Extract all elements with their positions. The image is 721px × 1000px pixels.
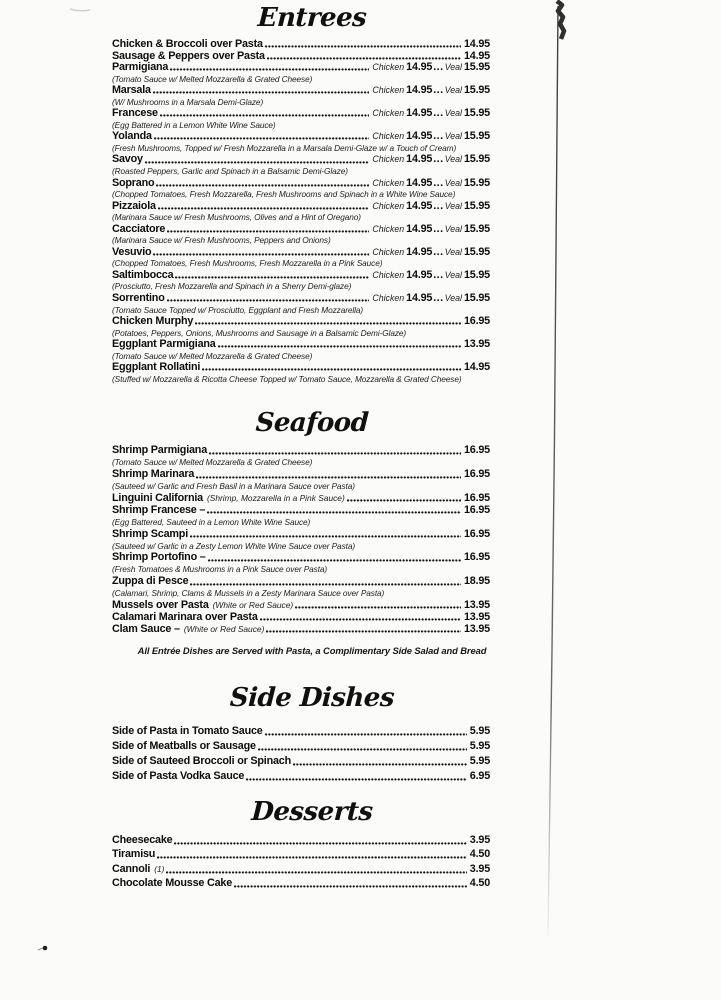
- item-name: Side of Pasta Vodka Sauce: [112, 769, 245, 782]
- section-items: [85, 445, 495, 635]
- item-description: (Sauteed w/ Garlic and Fresh Basil in a Marinara Sauce over Pasta): [112, 481, 355, 492]
- dotted-leader: [195, 322, 461, 325]
- item-description: (Egg Battered, Sauteed in a Lemon White Wine Sauce): [112, 516, 311, 527]
- menu-section-desserts: [85, 796, 495, 891]
- price-label: Veal: [444, 223, 462, 234]
- menu-item-row: [112, 108, 490, 120]
- item-price: 14.95: [406, 199, 433, 212]
- menu-item-row: [112, 85, 490, 97]
- scan-speck: [43, 946, 48, 951]
- menu: [85, 0, 495, 891]
- dotted-leader: [246, 778, 467, 781]
- menu-item-row: [112, 612, 490, 624]
- item-price: 14.95: [463, 49, 490, 62]
- dotted-leader: [196, 476, 461, 479]
- menu-item-row: [112, 769, 490, 784]
- item-name: Calamari Marinara over Pasta: [112, 610, 258, 623]
- menu-item-row: [112, 270, 490, 282]
- item-price: 14.95: [406, 292, 433, 305]
- price-label: Chicken: [372, 246, 405, 257]
- menu-item-row: [112, 445, 490, 457]
- dotted-leader: [153, 253, 369, 256]
- item-name: Soprano: [112, 176, 155, 189]
- dotted-leader: [175, 276, 369, 279]
- item-description: (W/ Mushrooms in a Marsala Demi-Glaze): [112, 96, 264, 107]
- page-edge-line: [548, 6, 558, 936]
- price-label: Chicken: [372, 269, 405, 280]
- item-name: Francese: [112, 107, 158, 120]
- menu-item-row: [112, 316, 490, 328]
- item-price: 5.95: [469, 754, 490, 767]
- item-name: Sausage & Peppers over Pasta: [112, 49, 265, 62]
- section-items: [85, 39, 495, 385]
- item-price: 15.95: [463, 176, 490, 189]
- dotted-leader: [170, 68, 369, 71]
- item-price: 18.95: [463, 575, 490, 588]
- item-price: 16.95: [463, 527, 490, 540]
- item-price: 15.95: [463, 107, 490, 120]
- item-price: 14.95: [463, 361, 490, 374]
- item-description: (Fresh Mushrooms, Topped w/ Fresh Mozzarella in a Marsala Demi-Glaze w/ a Touch of Cream): [112, 142, 457, 153]
- item-name: Shrimp Francese –: [112, 503, 206, 516]
- item-description: (Chopped Tomatoes, Fresh Mushrooms, Fresh Mozzarella in a Pink Sauce): [112, 258, 383, 269]
- item-description: (Chopped Tomatoes, Fresh Mozzarella, Fresh Mushrooms and Spinach in a White Wine Sauce): [112, 189, 456, 200]
- menu-section-entrees: [85, 2, 495, 385]
- menu-item-row: [112, 847, 490, 862]
- menu-item-row: [112, 576, 490, 588]
- item-price: 15.95: [463, 199, 490, 212]
- dotted-leader: [145, 161, 370, 164]
- item-description: (Marinara Sauce w/ Fresh Mushrooms, Olives and a Hint of Oregano): [112, 212, 361, 223]
- item-price: 15.95: [463, 84, 490, 97]
- price-label: Veal: [444, 131, 462, 142]
- item-qualifier: (1): [154, 863, 165, 874]
- item-price: 16.95: [463, 444, 490, 457]
- item-description: (Roasted Peppers, Garlic and Spinach in a Balsamic Demi-Glaze): [112, 166, 348, 177]
- item-description: (Tomato Sauce w/ Melted Mozzarella & Grated Cheese): [112, 350, 313, 361]
- item-name: Vesuvio: [112, 245, 152, 258]
- item-price: 15.95: [463, 153, 490, 166]
- price-separator: ...: [433, 199, 444, 212]
- price-label: Chicken: [372, 131, 405, 142]
- item-name: Cannoli: [112, 862, 151, 875]
- item-price: 13.95: [463, 610, 490, 623]
- menu-item-row: [112, 362, 490, 374]
- item-name: Shrimp Scampi: [112, 527, 188, 540]
- menu-item-row: [112, 862, 490, 877]
- item-price: 14.95: [406, 245, 433, 258]
- item-name: Tiramisu: [112, 848, 156, 861]
- section-title: Desserts: [250, 796, 374, 827]
- item-price: 15.95: [463, 61, 490, 74]
- item-name: Marsala: [112, 84, 151, 97]
- item-name: Shrimp Marinara: [112, 468, 195, 481]
- section-title: Entrees: [256, 3, 368, 33]
- item-name: Yolanda: [112, 130, 152, 143]
- price-separator: ...: [433, 153, 444, 166]
- item-name: Saltimbocca: [112, 268, 174, 281]
- section-items: [85, 833, 495, 891]
- menu-section-side-dishes: [85, 682, 495, 784]
- price-label: Chicken: [372, 108, 405, 119]
- item-name: Eggplant Rollatini: [112, 361, 201, 374]
- dotted-leader: [190, 535, 461, 538]
- dotted-leader: [234, 885, 467, 888]
- item-name: Cheesecake: [112, 833, 173, 846]
- dotted-leader: [158, 207, 370, 210]
- page-edge-blob: [557, 1, 564, 39]
- dotted-leader: [208, 559, 461, 562]
- price-label: Veal: [444, 293, 462, 304]
- dotted-leader: [295, 606, 461, 609]
- item-price: 13.95: [463, 622, 490, 635]
- dotted-leader: [202, 368, 461, 371]
- price-label: Veal: [444, 200, 462, 211]
- menu-item-row: [112, 469, 490, 481]
- dotted-leader: [293, 763, 467, 766]
- dotted-leader: [265, 733, 467, 736]
- item-description: (Egg Battered in a Lemon White Wine Sauce): [112, 119, 276, 130]
- menu-item-row: [112, 876, 490, 891]
- item-price: 14.95: [406, 84, 433, 97]
- menu-item-row: [112, 552, 490, 564]
- price-label: Veal: [444, 246, 462, 257]
- dotted-leader: [190, 583, 461, 586]
- item-price: 16.95: [463, 315, 490, 328]
- item-price: 13.95: [463, 338, 490, 351]
- item-price: 15.95: [463, 245, 490, 258]
- item-name: Shrimp Parmigiana: [112, 444, 208, 457]
- menu-item-row: [112, 154, 490, 166]
- menu-item-row: [112, 624, 490, 636]
- dotted-leader: [258, 748, 467, 751]
- price-label: Veal: [444, 154, 462, 165]
- menu-item-row: [112, 724, 490, 739]
- item-price: 4.50: [469, 848, 490, 861]
- item-name: Sorrentino: [112, 292, 165, 305]
- item-name: Shrimp Portofino –: [112, 551, 206, 564]
- price-separator: ...: [433, 107, 444, 120]
- menu-item-row: [112, 529, 490, 541]
- item-description: (Sauteed w/ Garlic in a Zesty Lemon White Wine Sauce over Pasta): [112, 540, 356, 551]
- item-description: (Tomato Sauce w/ Melted Mozzarella & Grated Cheese): [112, 73, 313, 84]
- price-separator: ...: [433, 61, 444, 74]
- item-price: 14.95: [406, 130, 433, 143]
- item-price: 14.95: [406, 222, 433, 235]
- item-qualifier: (White or Red Sauce): [212, 599, 294, 610]
- item-price: 15.95: [463, 292, 490, 305]
- dotted-leader: [347, 499, 461, 502]
- item-qualifier: (Shrimp, Mozzarella in a Pink Sauce): [206, 492, 345, 503]
- item-name: Chicken & Broccoli over Pasta: [112, 38, 263, 50]
- scan-speck-tail: [38, 948, 43, 950]
- item-name: Parmigiana: [112, 61, 169, 74]
- menu-item-row: [112, 62, 490, 74]
- dotted-leader: [209, 452, 461, 455]
- item-name: Side of Meatballs or Sausage: [112, 739, 256, 752]
- menu-item-row: [112, 754, 490, 769]
- item-price: 14.95: [406, 153, 433, 166]
- item-price: 14.95: [406, 107, 433, 120]
- item-price: 3.95: [469, 833, 490, 846]
- item-price: 16.95: [463, 468, 490, 481]
- price-separator: ...: [433, 84, 444, 97]
- menu-note: All Entrée Dishes are Served with Pasta, a Complimentary Side Salad and Bread: [137, 644, 487, 656]
- item-price: 14.95: [463, 38, 490, 50]
- menu-item-row: [112, 739, 490, 754]
- item-price: 14.95: [406, 176, 433, 189]
- item-name: Eggplant Parmigiana: [112, 338, 216, 351]
- menu-item-row: [112, 39, 490, 51]
- item-description: (Tomato Sauce w/ Melted Mozzarella & Grated Cheese): [112, 457, 313, 468]
- menu-section-seafood: [85, 407, 495, 655]
- item-price: 16.95: [463, 503, 490, 516]
- price-label: Chicken: [372, 223, 405, 234]
- item-name: Chocolate Mousse Cake: [112, 877, 233, 890]
- menu-item-row: [112, 224, 490, 236]
- item-price: 3.95: [469, 862, 490, 875]
- item-name: Zuppa di Pesce: [112, 575, 189, 588]
- dotted-leader: [218, 345, 461, 348]
- menu-item-row: [112, 339, 490, 351]
- menu-item-row: [112, 178, 490, 190]
- item-price: 14.95: [406, 268, 433, 281]
- item-description: (Tomato Sauce Topped w/ Prosciutto, Eggplant and Fresh Mozzarella): [112, 304, 364, 315]
- dotted-leader: [266, 630, 461, 633]
- price-separator: ...: [433, 176, 444, 189]
- item-qualifier: (White or Red Sauce): [183, 623, 265, 634]
- price-label: Chicken: [372, 85, 405, 96]
- item-description: (Marinara Sauce w/ Fresh Mushrooms, Peppers and Onions): [112, 235, 331, 246]
- item-price: 15.95: [463, 222, 490, 235]
- dotted-leader: [156, 184, 369, 187]
- price-label: Veal: [444, 269, 462, 280]
- price-label: Veal: [444, 85, 462, 96]
- price-separator: ...: [433, 268, 444, 281]
- item-description: (Potatoes, Peppers, Onions, Mushrooms and Sausage in a Balsamic Demi-Glaze): [112, 327, 407, 338]
- item-name: Side of Sauteed Broccoli or Spinach: [112, 754, 291, 767]
- section-items: [85, 724, 495, 784]
- dotted-leader: [207, 511, 461, 514]
- price-separator: ...: [433, 292, 444, 305]
- price-label: Chicken: [372, 293, 405, 304]
- item-price: 4.50: [469, 877, 490, 890]
- item-price: 15.95: [463, 268, 490, 281]
- menu-item-row: [112, 833, 490, 848]
- price-label: Chicken: [372, 200, 405, 211]
- section-title: Seafood: [254, 408, 370, 439]
- dotted-leader: [157, 856, 467, 859]
- item-price: 16.95: [463, 491, 490, 504]
- item-name: Linguini California: [112, 491, 203, 504]
- dotted-leader: [166, 871, 466, 874]
- item-description: (Prosciutto, Fresh Mozzarella and Spinach in a Sherry Demi-glaze): [112, 281, 352, 292]
- menu-item-row: [112, 505, 490, 517]
- dotted-leader: [174, 842, 466, 845]
- item-price: 14.95: [406, 61, 433, 74]
- item-name: Chicken Murphy: [112, 315, 194, 328]
- item-name: Clam Sauce –: [112, 622, 180, 635]
- section-title: Side Dishes: [229, 682, 395, 713]
- price-label: Veal: [444, 177, 462, 188]
- item-price: 5.95: [469, 739, 490, 752]
- item-description: (Stuffed w/ Mozzarella & Ricotta Cheese Topped w/ Tomato Sauce, Mozzarella & Grated Cheese): [112, 373, 462, 384]
- price-separator: ...: [433, 130, 444, 143]
- dotted-leader: [265, 45, 461, 48]
- menu-item-row: [112, 201, 490, 213]
- item-price: 6.95: [469, 769, 490, 782]
- item-price: 16.95: [463, 551, 490, 564]
- dotted-leader: [167, 299, 370, 302]
- price-label: Chicken: [372, 177, 405, 188]
- price-label: Veal: [444, 62, 462, 73]
- item-name: Side of Pasta in Tomato Sauce: [112, 724, 263, 737]
- dotted-leader: [154, 137, 370, 140]
- menu-item-row: [112, 131, 490, 143]
- price-separator: ...: [433, 245, 444, 258]
- dotted-leader: [153, 91, 370, 94]
- menu-item-row: [112, 293, 490, 305]
- dotted-leader: [167, 230, 369, 233]
- item-name: Cacciatore: [112, 222, 166, 235]
- price-label: Veal: [444, 108, 462, 119]
- item-price: 15.95: [463, 130, 490, 143]
- item-price: 5.95: [469, 724, 490, 737]
- item-description: (Fresh Tomatoes & Mushrooms in a Pink Sauce over Pasta): [112, 564, 328, 575]
- item-name: Pizzaiola: [112, 199, 156, 212]
- dotted-leader: [267, 57, 461, 60]
- dotted-leader: [260, 618, 461, 621]
- price-label: Chicken: [372, 62, 405, 73]
- item-price: 13.95: [463, 598, 490, 611]
- price-label: Chicken: [372, 154, 405, 165]
- item-name: Savoy: [112, 153, 143, 166]
- item-name: Mussels over Pasta: [112, 598, 209, 611]
- dotted-leader: [160, 114, 370, 117]
- menu-item-row: [112, 247, 490, 259]
- item-description: (Calamari, Shrimp, Clams & Mussels in a Zesty Marinara Sauce over Pasta): [112, 588, 385, 599]
- price-separator: ...: [433, 222, 444, 235]
